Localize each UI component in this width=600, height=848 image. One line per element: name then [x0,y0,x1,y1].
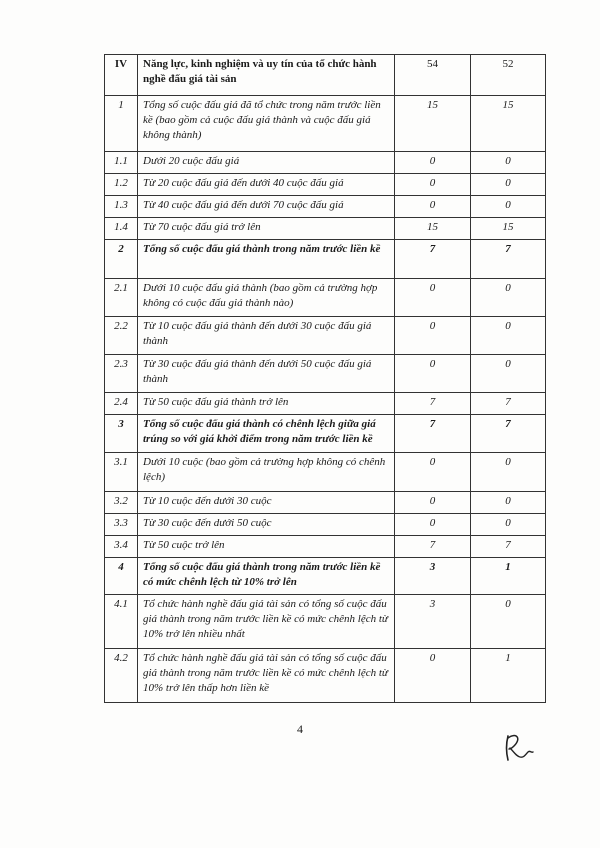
row-number: 1.2 [105,174,138,196]
criteria-table-body [105,55,546,703]
table-row [105,536,546,558]
row-number: 3.2 [105,492,138,514]
row-number: 3.1 [105,453,138,492]
row-value-1: 0 [395,514,471,536]
table-row [105,415,546,453]
row-description: Từ 50 cuộc đấu giá thành trở lên [138,393,395,415]
row-description: Từ 10 cuộc đến dưới 30 cuộc [138,492,395,514]
row-value-2: 0 [471,196,546,218]
row-number: 3 [105,415,138,453]
table-row [105,218,546,240]
row-number: 1.1 [105,152,138,174]
table-row [105,174,546,196]
row-value-2: 7 [471,393,546,415]
row-value-2: 7 [471,536,546,558]
row-value-1: 0 [395,196,471,218]
row-value-1: 54 [395,55,471,96]
row-number: 3.4 [105,536,138,558]
row-description: Dưới 20 cuộc đấu giá [138,152,395,174]
row-value-1: 15 [395,218,471,240]
row-value-2: 7 [471,240,546,279]
row-description: Từ 70 cuộc đấu giá trở lên [138,218,395,240]
row-value-1: 7 [395,240,471,279]
table-row [105,279,546,317]
table-row [105,355,546,393]
table-row [105,152,546,174]
row-value-2: 15 [471,96,546,152]
row-number: 3.3 [105,514,138,536]
table-row [105,196,546,218]
row-number: 1.4 [105,218,138,240]
row-value-1: 0 [395,279,471,317]
row-number: 2.2 [105,317,138,355]
row-value-2: 1 [471,649,546,703]
row-description: Từ 10 cuộc đấu giá thành đến dưới 30 cuộc đấu giá thành [138,317,395,355]
row-description: Tổng số cuộc đấu giá thành trong năm trước liền kề có mức chênh lệch từ 10% trở lên [138,558,395,595]
table-row [105,514,546,536]
row-description: Tổng số cuộc đấu giá đã tổ chức trong năm trước liền kề (bao gồm cả cuộc đấu giá thành và cuộc đấu giá không thành) [138,96,395,152]
table-row [105,55,546,96]
row-value-1: 0 [395,317,471,355]
row-value-1: 7 [395,393,471,415]
table-row [105,492,546,514]
row-number: IV [105,55,138,96]
row-number: 4.1 [105,595,138,649]
table-row [105,595,546,649]
row-description: Từ 30 cuộc đấu giá thành đến dưới 50 cuộc đấu giá thành [138,355,395,393]
row-description: Năng lực, kinh nghiệm và uy tín của tổ chức hành nghề đấu giá tài sản [138,55,395,96]
signature-mark [500,730,540,764]
row-description: Từ 20 cuộc đấu giá đến dưới 40 cuộc đấu giá [138,174,395,196]
row-value-2: 7 [471,415,546,453]
row-number: 2.3 [105,355,138,393]
row-value-2: 0 [471,453,546,492]
table-row [105,649,546,703]
table-row [105,317,546,355]
row-value-1: 0 [395,453,471,492]
row-value-2: 0 [471,492,546,514]
table-row [105,96,546,152]
row-value-1: 3 [395,558,471,595]
row-value-2: 0 [471,152,546,174]
row-description: Tổ chức hành nghề đấu giá tài sản có tổng số cuộc đấu giá thành trong năm trước liền kề có mức chênh lệch từ 10% trở lên thấp hơn liền kề [138,649,395,703]
row-value-2: 0 [471,174,546,196]
row-value-1: 0 [395,174,471,196]
row-value-1: 0 [395,152,471,174]
row-description: Dưới 10 cuộc đấu giá thành (bao gồm cả trường hợp không có cuộc đấu giá thành nào) [138,279,395,317]
row-value-1: 7 [395,415,471,453]
row-value-1: 3 [395,595,471,649]
row-number: 2.4 [105,393,138,415]
row-description: Tổng số cuộc đấu giá thành có chênh lệch giữa giá trúng so với giá khởi điểm trong năm trước liền kề [138,415,395,453]
row-value-1: 0 [395,492,471,514]
row-description: Từ 50 cuộc trở lên [138,536,395,558]
row-description: Tổ chức hành nghề đấu giá tài sản có tổng số cuộc đấu giá thành trong năm trước liền kề có mức chênh lệch từ 10% trở lên nhiều nhất [138,595,395,649]
row-value-2: 0 [471,279,546,317]
criteria-table [104,54,546,703]
row-number: 1.3 [105,196,138,218]
row-number: 4.2 [105,649,138,703]
row-number: 2 [105,240,138,279]
row-value-1: 15 [395,96,471,152]
row-value-2: 0 [471,514,546,536]
row-description: Tổng số cuộc đấu giá thành trong năm trước liền kề [138,240,395,279]
row-value-1: 0 [395,355,471,393]
table-row [105,453,546,492]
row-value-2: 0 [471,595,546,649]
row-description: Dưới 10 cuộc (bao gồm cả trường hợp không có chênh lệch) [138,453,395,492]
row-description: Từ 40 cuộc đấu giá đến dưới 70 cuộc đấu giá [138,196,395,218]
table-row [105,393,546,415]
row-value-2: 0 [471,355,546,393]
row-description: Từ 30 cuộc đến dưới 50 cuộc [138,514,395,536]
row-value-2: 1 [471,558,546,595]
row-value-2: 0 [471,317,546,355]
row-value-1: 0 [395,649,471,703]
row-value-2: 52 [471,55,546,96]
table-row [105,558,546,595]
row-number: 2.1 [105,279,138,317]
row-number: 1 [105,96,138,152]
table-row [105,240,546,279]
page-number: 4 [297,722,303,736]
row-value-2: 15 [471,218,546,240]
row-number: 4 [105,558,138,595]
row-value-1: 7 [395,536,471,558]
